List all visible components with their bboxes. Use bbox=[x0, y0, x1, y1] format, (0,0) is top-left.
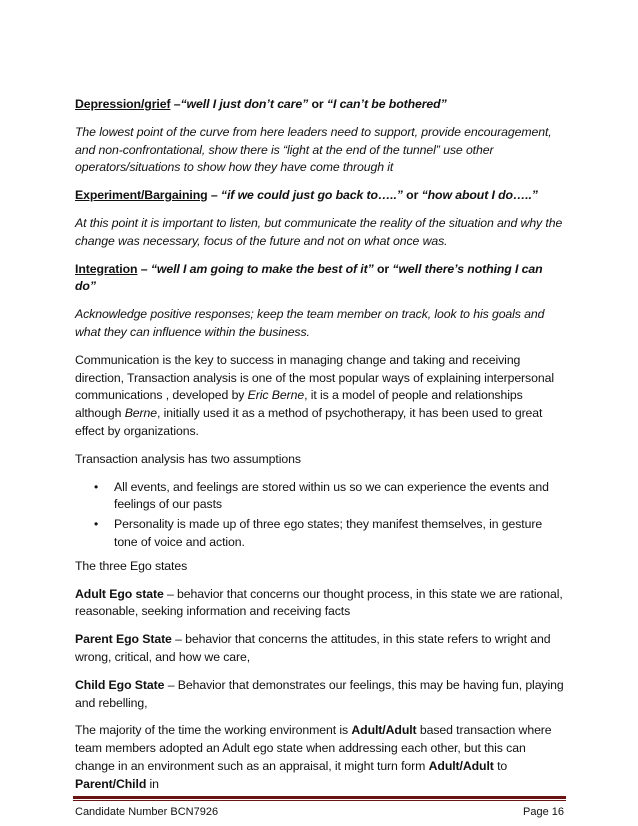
integration-heading: Integration bbox=[75, 261, 138, 276]
assumptions-list bbox=[75, 479, 565, 552]
child-ego-label: Child Ego State bbox=[75, 677, 165, 692]
integration-heading-line bbox=[75, 261, 565, 297]
child-ego-state bbox=[75, 677, 565, 713]
author-surname: Berne bbox=[124, 406, 158, 421]
majority-paragraph bbox=[75, 722, 565, 793]
ego-states-intro: The three Ego states bbox=[75, 558, 188, 573]
heading-or: or bbox=[308, 97, 327, 111]
depression-quote-2: “I can’t be bothered” bbox=[326, 97, 447, 111]
adult-ego-label: Adult Ego state bbox=[75, 586, 164, 601]
experiment-quote-1: “if we could just go back to…..” bbox=[220, 188, 403, 203]
parent-ego-text: – behavior that concerns the attitudes, in this state refers to wright and wrong, critical, and how we care, bbox=[75, 632, 551, 664]
experiment-heading-line bbox=[75, 187, 565, 205]
depression-quote-1: “well I just don’t care” bbox=[180, 97, 309, 111]
communication-text-1: Communication is the key to success in managing change and taking and receiving direction, Transaction analysis is one of the most popular ways of explaining interpersonal communications , developed by bbox=[75, 352, 554, 403]
author-name: Eric Berne bbox=[247, 388, 305, 403]
majority-text-1: The majority of the time the working environment is bbox=[75, 723, 352, 738]
experiment-body: At this point it is important to listen, but communicate the reality of the situation and why the change was necessary, focus of the future and not on what once was. bbox=[75, 215, 563, 248]
page-content bbox=[75, 96, 565, 804]
adult-ego-text: – behavior that concerns our thought process, in this state we are rational, reasonable, seeking information and receiving facts bbox=[75, 586, 563, 619]
child-ego-text: – Behavior that demonstrates our feelings, this may be having fun, playing and rebelling, bbox=[75, 677, 564, 710]
heading-dash: – bbox=[207, 188, 221, 203]
footer-rule bbox=[73, 796, 566, 799]
heading-or: or bbox=[373, 261, 393, 276]
bullet-icon: • bbox=[94, 479, 99, 494]
communication-text-2: , it is a model of people and relationships although bbox=[75, 388, 523, 421]
page-footer bbox=[75, 806, 564, 818]
page-number: Page 16 bbox=[523, 806, 564, 818]
integration-quote-2: “well there’s nothing I can do” bbox=[75, 261, 543, 294]
parent-ego-label: Parent Ego State bbox=[75, 632, 172, 647]
parent-child-term: Parent/Child bbox=[75, 776, 147, 791]
majority-to: to bbox=[493, 758, 508, 773]
communication-text-3: , initially used it as a method of psychotherapy, it has been used to great effect by organizations. bbox=[75, 406, 543, 438]
list-item bbox=[75, 516, 565, 552]
list-item-text: Personality is made up of three ego states; they manifest themselves, in gesture tone of voice and action. bbox=[114, 517, 543, 549]
adult-adult-term: Adult/Adult bbox=[351, 723, 417, 738]
depression-body: The lowest point of the curve from here leaders need to support, provide encouragement, and non-confrontational, show there is “light at the end of the tunnel” use other operators/situations to show how they have come through it bbox=[75, 124, 552, 175]
experiment-heading: Experiment/Bargaining bbox=[75, 188, 208, 203]
majority-text-2: based transaction where team members adopted an Adult ego state when addressing each other, but this can change in an environment such as an appraisal, it might turn form bbox=[75, 723, 552, 773]
communication-paragraph bbox=[75, 352, 565, 441]
depression-heading: Depression/grief bbox=[75, 97, 171, 111]
candidate-number: Candidate Number BCN7926 bbox=[75, 806, 219, 818]
integration-body: Acknowledge positive responses; keep the team member on track, look to his goals and what they can influence within the business. bbox=[75, 307, 545, 339]
heading-dash: – bbox=[137, 261, 151, 276]
heading-dash: – bbox=[170, 97, 181, 111]
parent-ego-state bbox=[75, 631, 565, 667]
list-item bbox=[75, 479, 565, 515]
heading-or: or bbox=[402, 188, 422, 203]
adult-adult-term: Adult/Adult bbox=[428, 758, 494, 773]
list-item-text: All events, and feelings are stored within us so we can experience the events and feelings of our pasts bbox=[114, 479, 549, 512]
integration-quote-1: “well I am going to make the best of it” bbox=[150, 261, 374, 276]
assumptions-intro: Transaction analysis has two assumptions bbox=[75, 451, 301, 466]
bullet-icon: • bbox=[94, 517, 99, 532]
depression-heading-line bbox=[75, 96, 565, 114]
adult-ego-state bbox=[75, 586, 565, 622]
majority-in: in bbox=[146, 776, 159, 791]
experiment-quote-2: “how about I do…..” bbox=[421, 188, 538, 203]
footer-rule-thin bbox=[73, 800, 566, 801]
